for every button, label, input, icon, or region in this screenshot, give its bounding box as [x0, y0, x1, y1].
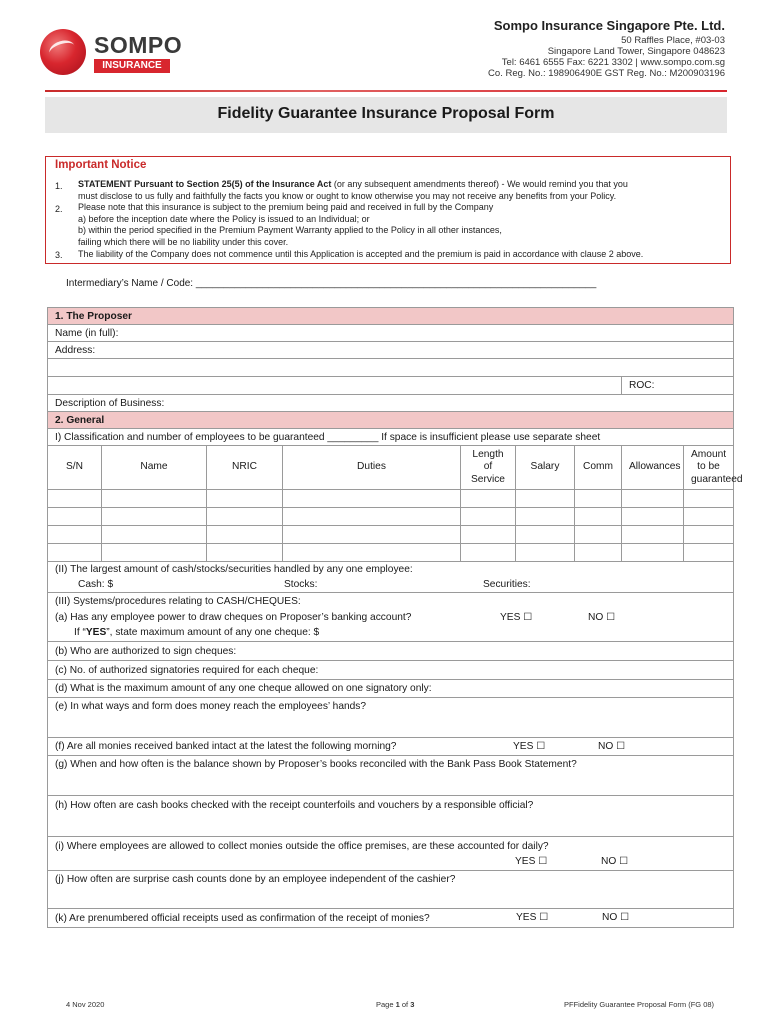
qa-no-checkbox[interactable]: NO ☐: [588, 612, 616, 623]
notice-item-2b: b) within the period specified in the Premium Payment Warranty applied to the Policy in all other instances,: [78, 225, 502, 236]
employee-row[interactable]: [48, 544, 734, 562]
question-k-label: (k) Are prenumbered official receipts used as confirmation of the receipt of monies?: [55, 912, 430, 924]
question-h[interactable]: (h) How often are cash books checked with the receipt counterfoils and vouchers by a responsible official?: [48, 796, 734, 837]
company-name: Sompo Insurance Singapore Pte. Ltd.: [493, 18, 725, 33]
qk-no-checkbox[interactable]: NO ☐: [602, 912, 630, 923]
question-i-label: (i) Where employees are allowed to collect monies outside the office premises, are these accounted for daily?: [55, 841, 549, 852]
form-title: Fidelity Guarantee Insurance Proposal Form: [45, 97, 727, 133]
cash-field[interactable]: Cash: $: [78, 579, 114, 590]
section-general-heading: 2. General: [48, 412, 734, 429]
company-registration: Co. Reg. No.: 198906490E GST Reg. No.: M200903196: [488, 68, 725, 79]
notice-item-2c: failing which there will be no liability under this cover.: [78, 237, 289, 247]
employee-row[interactable]: [48, 490, 734, 508]
name-field[interactable]: Name (in full):: [48, 325, 734, 342]
qa-max-amount-field[interactable]: [74, 627, 319, 638]
qa-sub-pre: If “: [74, 627, 86, 638]
question-b[interactable]: (b) Who are authorized to sign cheques:: [48, 642, 734, 661]
qk-yes-checkbox[interactable]: YES ☐: [516, 912, 549, 923]
logo-tag: INSURANCE: [94, 59, 170, 73]
question-e[interactable]: (e) In what ways and form does money reach the employees’ hands?: [48, 698, 734, 738]
address-field[interactable]: Address:: [48, 342, 734, 359]
employee-row[interactable]: [48, 526, 734, 544]
notice-number-1: 1.: [55, 181, 63, 191]
question-j[interactable]: (j) How often are surprise cash counts done by an employee independent of the cashier?: [48, 871, 734, 909]
notice-item-2a: a) before the inception date where the Policy is issued to an Individual; or: [78, 213, 370, 224]
question-systems-label: (III) Systems/procedures relating to CASH/CHEQUES:: [55, 596, 301, 607]
intermediary-field[interactable]: Intermediary’s Name / Code: ________________________________________________________________________: [66, 278, 597, 289]
section-proposer-heading: 1. The Proposer: [48, 308, 734, 325]
qi-yes-checkbox[interactable]: YES ☐: [515, 856, 548, 867]
notice-item-1-rest: (or any subsequent amendments thereof) - We would remind you that you: [331, 179, 628, 189]
address-line-2[interactable]: [48, 359, 734, 377]
stocks-field[interactable]: Stocks:: [284, 579, 318, 590]
col-header-sn: S/N: [48, 446, 102, 490]
col-header-length-of-service: Length of Service: [461, 446, 516, 490]
col-header-amount: Amount to be guaranteed: [684, 446, 734, 490]
footer-page-mid: of: [399, 1000, 411, 1009]
address-line-3[interactable]: [48, 377, 622, 395]
footer-form-code: PFFidelity Guarantee Proposal Form (FG 08): [564, 1000, 715, 1009]
qf-no-checkbox[interactable]: NO ☐: [598, 741, 626, 752]
qi-no-checkbox[interactable]: NO ☐: [601, 856, 629, 867]
question-largest-amount-label: (II) The largest amount of cash/stocks/securities handled by any one employee:: [55, 564, 413, 575]
company-address-2: Singapore Land Tower, Singapore 048623: [547, 46, 725, 57]
question-classification: I) Classification and number of employees to be guaranteed _________ If space is insufficient please use separate sheet: [48, 429, 734, 446]
notice-item-1-bold: STATEMENT Pursuant to Section 25(5) of the Insurance Act: [78, 179, 332, 189]
question-largest-amount[interactable]: [48, 562, 734, 593]
important-notice: [45, 156, 731, 264]
notice-item-3: The liability of the Company does not commence until this Application is accepted and the premium is paid in accordance with clause 2 above.: [78, 248, 644, 259]
col-header-allowances: Allowances: [622, 446, 684, 490]
question-cheque-systems: [48, 593, 734, 642]
question-f: [48, 738, 734, 756]
question-i: [48, 837, 734, 871]
qa-yes-checkbox[interactable]: YES ☐: [500, 612, 533, 623]
footer-page-total: 3: [410, 1000, 415, 1009]
qf-yes-checkbox[interactable]: YES ☐: [513, 741, 546, 752]
col-header-salary: Salary: [516, 446, 575, 490]
securities-field[interactable]: Securities:: [483, 579, 531, 590]
notice-title: Important Notice: [55, 159, 147, 171]
col-header-comm: Comm: [575, 446, 622, 490]
footer-page-num: 1: [395, 1000, 400, 1009]
qa-sub-bold: YES: [85, 627, 107, 638]
sompo-logo-icon: [40, 29, 86, 75]
roc-field[interactable]: ROC:: [622, 377, 734, 395]
col-header-nric: NRIC: [207, 446, 283, 490]
company-contact: Tel: 6461 6555 Fax: 6221 3302 | www.sompo.com.sg: [501, 57, 725, 68]
question-a-label: (a) Has any employee power to draw cheques on Proposer’s banking account?: [55, 612, 412, 623]
col-header-duties: Duties: [283, 446, 461, 490]
col-header-name: Name: [102, 446, 207, 490]
qa-sub-post: ”, state maximum amount of any one cheque: $: [106, 627, 320, 638]
notice-number-2: 2.: [55, 204, 63, 214]
question-k: [48, 909, 734, 928]
question-d[interactable]: (d) What is the maximum amount of any one cheque allowed on one signatory only:: [48, 680, 734, 698]
notice-item-1: [78, 179, 628, 191]
logo-wordmark: SOMPO: [94, 32, 183, 58]
notice-item-1-line2: must disclose to us fully and faithfully the facts you know or ought to know otherwise you may not receive any benefits from your Policy.: [78, 190, 617, 201]
proposal-form-table: [47, 307, 743, 928]
footer-date: 4 Nov 2020: [66, 1000, 105, 1009]
header-rule: [45, 90, 727, 92]
employee-row[interactable]: [48, 508, 734, 526]
question-g[interactable]: (g) When and how often is the balance shown by Proposer’s books reconciled with the Bank Pass Book Statement?: [48, 756, 734, 796]
question-c[interactable]: (c) No. of authorized signatories required for each cheque:: [48, 661, 734, 680]
footer-page-pre: Page: [376, 1000, 396, 1009]
company-address-1: 50 Raffles Place, #03-03: [621, 35, 725, 46]
question-f-label: (f) Are all monies received banked intact at the latest the following morning?: [55, 741, 397, 752]
business-description-field[interactable]: Description of Business:: [48, 395, 734, 412]
notice-number-3: 3.: [55, 250, 63, 260]
footer-page: [376, 1000, 414, 1009]
notice-item-2: Please note that this insurance is subject to the premium being paid and received in full by the Company: [78, 202, 494, 213]
